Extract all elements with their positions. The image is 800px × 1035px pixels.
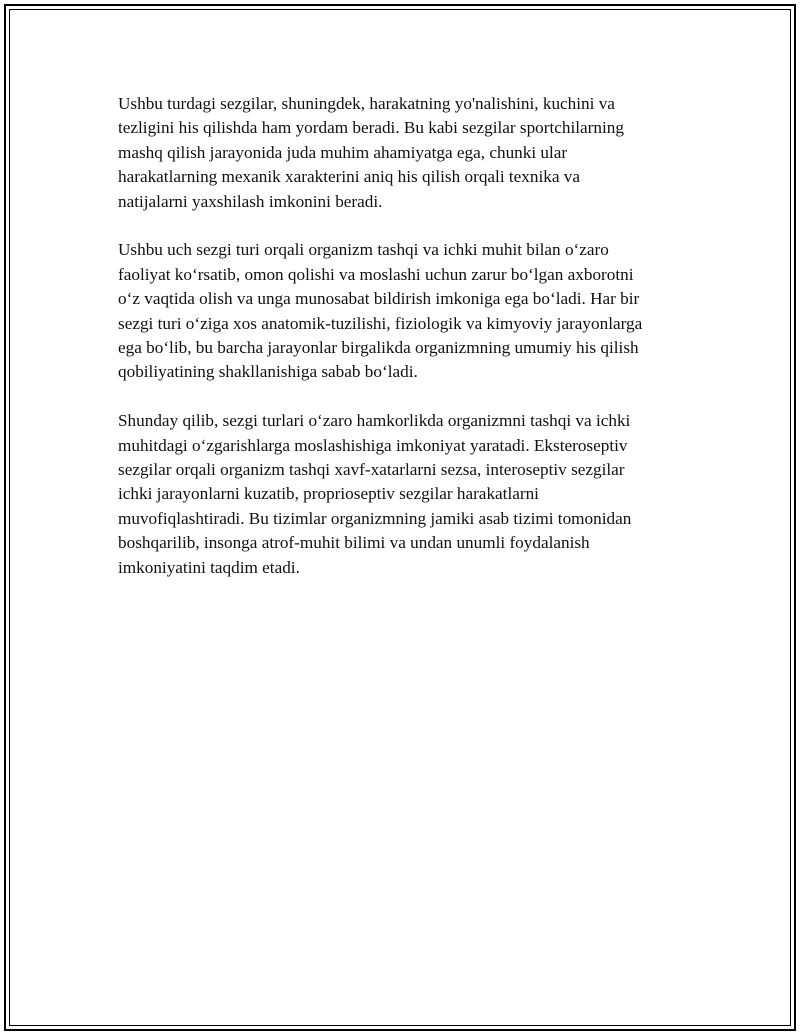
document-body [118, 92, 688, 604]
paragraph-1: Ushbu turdagi sezgilar, shuningdek, harakatning yo'nalishini, kuchini va tezligini his qilishda ham yordam beradi. Bu kabi sezgilar sportchilarning mashq qilish jarayonida juda muhim ahamiyatga ega, chunki ular harakatlarning mexanik xarakterini aniq his qilish orqali texnika va natijalarni yaxshilash imkonini beradi. [118, 94, 624, 211]
paragraph-3: Shunday qilib, sezgi turlari o‘zaro hamkorlikda organizmni tashqi va ichki muhitdagi o‘zgarishlarga moslashishiga imkoniyat yaratadi. Eksteroseptiv sezgilar orqali organizm tashqi xavf-xatarlarni sezsa, interoseptiv sezgilar ichki jarayonlarni kuzatib, proprioseptiv sezgilar harakatlarni muvofiqlashtiradi. Bu tizimlar organizmning jamiki asab tizimi tomonidan boshqarilib, insonga atrof-muhit bilimi va undan unumli foydalanish imkoniyatini taqdim etadi. [118, 411, 632, 577]
paragraph-2: Ushbu uch sezgi turi orqali organizm tashqi va ichki muhit bilan o‘zaro faoliyat ko‘rsatib, omon qolishi va moslashi uchun zarur bo‘lgan axborotni o‘z vaqtida olish va unga munosabat bildirish imkoniga ega bo‘ladi. Har bir sezgi turi o‘ziga xos anatomik-tuzilishi, fiziologik va kimyoviy jarayonlarga ega bo‘lib, bu barcha jarayonlar birgalikda organizmning umumiy his qilish qobiliyatining shakllanishiga sabab bo‘ladi. [118, 240, 643, 382]
